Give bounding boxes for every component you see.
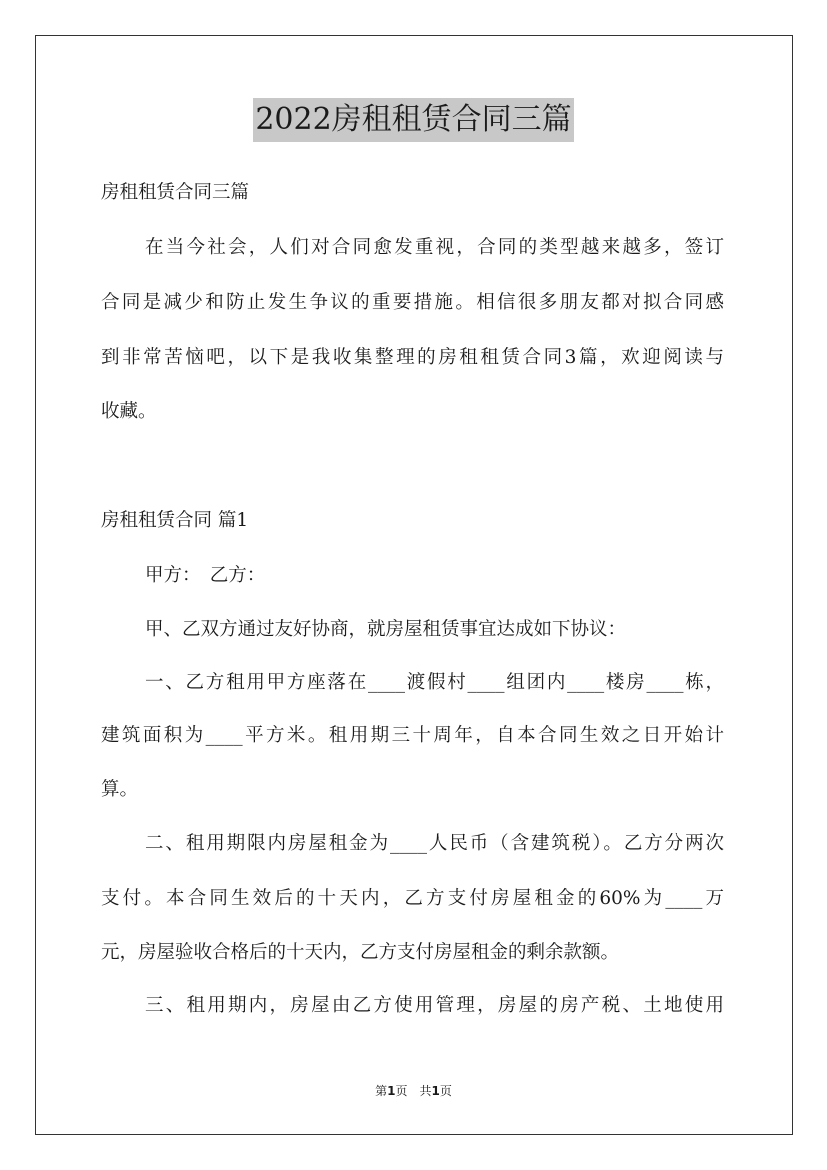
intro-line-1: 在当今社会，人们对合同愈发重视，合同的类型越来越多，签订	[145, 237, 724, 258]
footer-page-prefix: 第	[375, 1084, 388, 1098]
title-container	[0, 98, 827, 142]
footer-total-pages: 1	[431, 1084, 440, 1098]
subtitle: 房租租赁合同三篇	[101, 182, 250, 203]
clause3-line-1: 三、租用期内，房屋由乙方使用管理，房屋的房产税、土地使用	[145, 995, 724, 1016]
clause1-line-3: 算。	[101, 779, 139, 800]
footer-page-suffix: 页 共	[395, 1084, 432, 1098]
intro-line-4: 收藏。	[101, 401, 157, 422]
agreement-line: 甲、乙双方通过友好协商，就房屋租赁事宜达成如下协议：	[145, 619, 627, 640]
document-title: 2022房租租赁合同三篇	[253, 98, 573, 142]
clause1-line-1: 一、乙方租用甲方座落在____渡假村____组团内____楼房____栋，	[145, 672, 724, 693]
section-heading: 房租租赁合同 篇1	[101, 510, 249, 531]
intro-line-2: 合同是减少和防止发生争议的重要措施。相信很多朋友都对拟合同感	[101, 292, 724, 313]
footer-page-number: 1	[387, 1084, 396, 1098]
intro-line-3: 到非常苦恼吧，以下是我收集整理的房租租赁合同3篇，欢迎阅读与	[101, 347, 724, 368]
clause1-line-2: 建筑面积为____平方米。租用期三十周年，自本合同生效之日开始计	[101, 725, 724, 746]
clause2-line-2: 支付。本合同生效后的十天内，乙方支付房屋租金的60%为____万	[101, 888, 724, 909]
footer-total-suffix: 页	[439, 1084, 452, 1098]
page-footer	[0, 1083, 827, 1099]
clause2-line-1: 二、租用期限内房屋租金为____人民币（含建筑税）。乙方分两次	[145, 833, 724, 854]
parties-line: 甲方： 乙方：	[145, 565, 266, 586]
clause2-line-3: 元，房屋验收合格后的十天内，乙方支付房屋租金的剩余款额。	[101, 942, 620, 963]
